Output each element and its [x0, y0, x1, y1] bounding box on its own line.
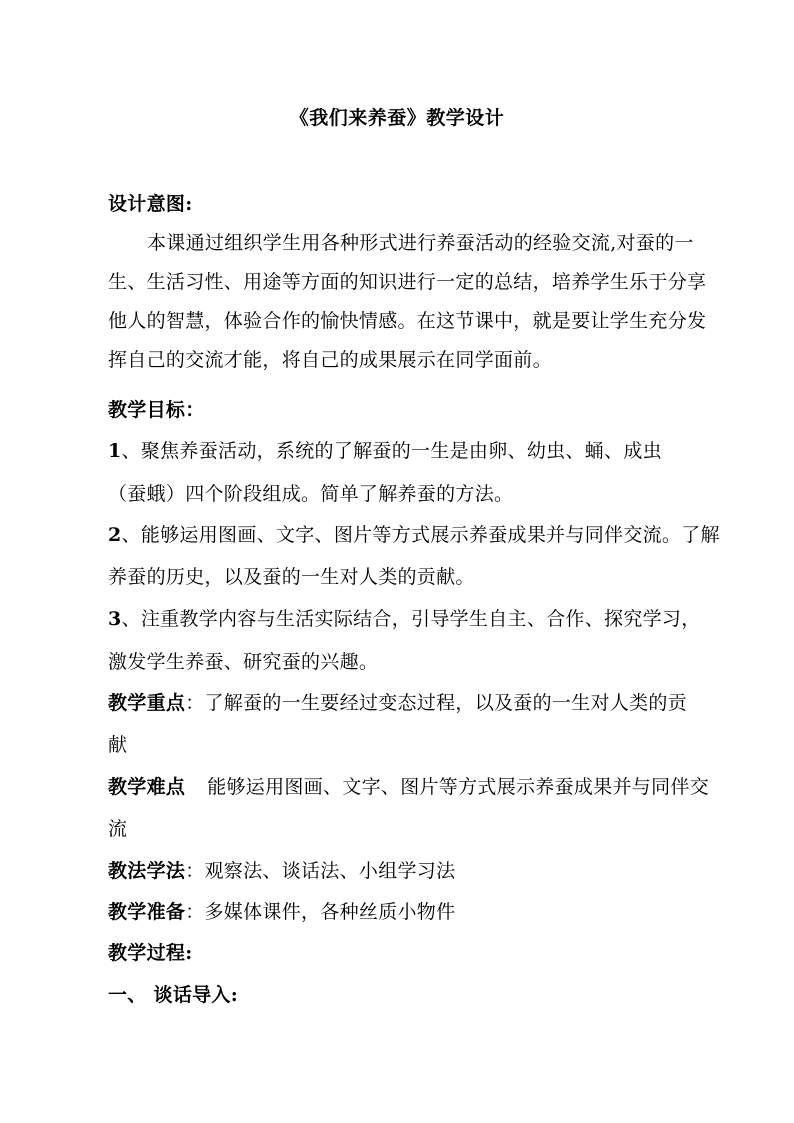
goal-item-2-cont: 养蚕的历史，以及蚕的一生对人类的贡献。	[108, 566, 475, 588]
goal-item-2-number: 2	[108, 524, 122, 546]
difficulty-label: 教学难点	[108, 776, 186, 798]
process-heading: 教学过程:	[108, 942, 193, 964]
intent-line-4: 挥自己的交流才能，将自己的成果展示在同学面前。	[108, 349, 552, 371]
methods	[108, 857, 698, 885]
difficulty-text: 能够运用图画、文字、图片等方式展示养蚕成果并与同伴交	[207, 776, 710, 798]
goal-item-1-number: 1	[108, 440, 122, 462]
intent-line-3: 他人的智慧，体验合作的愉快情感。在这节课中，就是要让学生充分发	[108, 310, 707, 332]
key-point-text: ：了解蚕的一生要经过变态过程，以及蚕的一生对人类的贡	[185, 692, 688, 714]
methods-text: ：观察法、谈话法、小组学习法	[185, 860, 456, 882]
preparation-label: 教学准备	[108, 901, 186, 923]
intent-line-1: 本课通过组织学生用各种形式进行养蚕活动的经验交流,对蚕的一	[147, 232, 694, 254]
difficulty	[108, 773, 710, 801]
goal-item-1-cont: （蚕蛾）四个阶段组成。简单了解养蚕的方法。	[108, 483, 514, 505]
goals-heading: 教学目标：	[108, 399, 205, 421]
goal-item-3-text: 、注重教学内容与生活实际结合，引导学生自主、合作、探究学习，	[121, 608, 701, 630]
goal-item-2-text: 、能够运用图画、文字、图片等方式展示养蚕成果并与同伴交流。了解	[121, 524, 720, 546]
goal-item-1-text: 、聚焦养蚕活动，系统的了解蚕的一生是由卵、幼虫、蛹、成虫	[121, 440, 662, 462]
methods-label: 教法学法	[108, 860, 186, 882]
goal-item-3-number: 3	[108, 608, 122, 630]
key-point	[108, 689, 698, 717]
key-point-label: 教学重点	[108, 692, 186, 714]
intent-line-2: 生、生活习性、用途等方面的知识进行一定的总结，培养学生乐于分享	[108, 271, 707, 293]
goal-item-2	[108, 521, 720, 549]
intent-heading: 设计意图:	[108, 193, 193, 215]
preparation-text: ：多媒体课件，各种丝质小物件	[185, 901, 456, 923]
goal-item-1	[108, 437, 698, 465]
key-point-cont: 献	[108, 734, 128, 756]
goal-item-3	[108, 605, 701, 633]
difficulty-cont: 流	[108, 818, 128, 840]
document-title: 《我们来养蚕》教学设计	[289, 107, 505, 129]
goal-item-3-cont: 激发学生养蚕、研究蚕的兴趣。	[108, 651, 379, 673]
preparation	[108, 898, 698, 926]
section-1-heading: 一、 谈话导入:	[108, 984, 239, 1006]
